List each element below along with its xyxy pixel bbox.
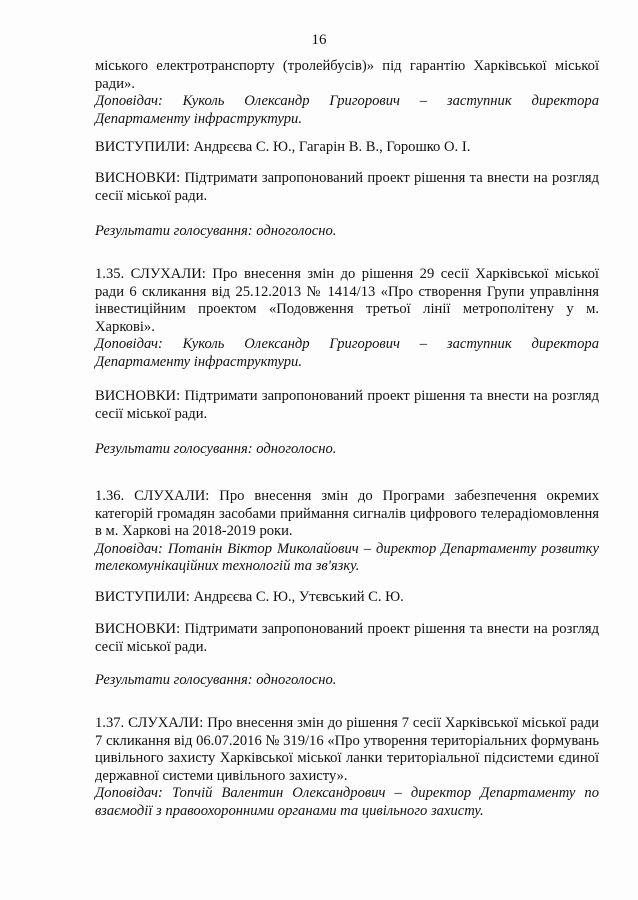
item-1-36-speakers <box>95 589 599 607</box>
vote-label: Результати голосування: <box>95 672 253 688</box>
intro-vote <box>95 223 599 241</box>
reporter-label: Доповідач: <box>95 540 163 557</box>
conclusions-label: ВИСНОВКИ: <box>95 621 181 637</box>
intro-reporter <box>95 93 599 128</box>
heard-text: Про внесення змін до рішення 7 сесії Харківської міської ради 7 скликання від 06.07.2016 № 319/16 «Про утворення територіальних формувань цивільного захисту Харківської міської ланки територіальної підсистеми єдиної державної системи цивільного захисту». <box>95 715 599 784</box>
item-1-36-conclusions <box>95 621 599 656</box>
reporter-name: Куколь Олександр Григорович – заступник директора Департаменту інфраструктури. <box>95 93 599 127</box>
reporter-name: Потанін Віктор Миколайович – директор Департаменту розвитку телекомунікаційних технологій та зв'язку. <box>95 540 599 574</box>
vote-result: одноголосно. <box>256 672 337 688</box>
speakers-label: ВИСТУПИЛИ: <box>95 589 190 605</box>
vote-label: Результати голосування: <box>95 223 253 239</box>
reporter-label: Доповідач: <box>95 336 163 352</box>
item-1-35-conclusions <box>95 388 599 423</box>
heard-text: Про внесення змін до рішення 29 сесії Харківської міської ради 6 скликання від 25.12.2013 № 1414/13 «Про створення Групи управління інвестиційним проектом «Подовження третьої лінії метрополітену у м. Харкові». <box>95 266 599 335</box>
reporter-name: Топчій Валентин Олександрович – директор Департаменту по взаємодії з правоохоронними органами та цивільного захисту. <box>95 785 599 819</box>
heard-label: СЛУХАЛИ: <box>134 488 210 504</box>
conclusions-text: Підтримати запропонований проект рішення та внести на розгляд сесії міської ради. <box>95 388 599 422</box>
reporter-label: Доповідач: <box>95 93 163 109</box>
vote-result: одноголосно. <box>256 223 337 239</box>
reporter-name: Куколь Олександр Григорович – заступник директора Департаменту інфраструктури. <box>95 336 599 370</box>
conclusions-text: Підтримати запропонований проект рішення та внести на розгляд сесії міської ради. <box>95 621 599 655</box>
intro-speakers <box>95 139 599 157</box>
conclusions-label: ВИСНОВКИ: <box>95 388 181 404</box>
page-number: 16 <box>311 32 327 48</box>
vote-result: одноголосно. <box>256 441 337 457</box>
item-1-36-vote <box>95 672 599 690</box>
intro-text: міського електротранспорту (тролейбусів)» під гарантію Харківської міської ради». <box>95 58 599 92</box>
speakers-list: Андрєєва С. Ю., Гагарін В. В., Горошко О. І. <box>193 139 471 155</box>
heard-label: СЛУХАЛИ: <box>128 715 204 731</box>
intro-block <box>95 58 599 128</box>
speakers-label: ВИСТУПИЛИ: <box>95 139 190 155</box>
speakers-list: Андрєєва С. Ю., Утєвський С. Ю. <box>193 589 404 605</box>
item-1-36 <box>95 488 599 576</box>
item-1-35-vote <box>95 441 599 459</box>
item-1-37 <box>95 715 599 820</box>
conclusions-text: Підтримати запропонований проект рішення та внести на розгляд сесії міської ради. <box>95 170 599 204</box>
vote-label: Результати голосування: <box>95 441 253 457</box>
item-number: 1.36. <box>95 488 125 504</box>
item-number: 1.37. <box>95 715 125 731</box>
reporter-label: Доповідач: <box>95 785 163 801</box>
heard-text: Про внесення змін до Програми забезпечення окремих категорій громадян засобами приймання сигналів цифрового телерадіомовлення в м. Харкові на 2018-2019 роки. <box>95 488 599 539</box>
item-number: 1.35. <box>95 266 125 282</box>
heard-label: СЛУХАЛИ: <box>130 266 206 282</box>
conclusions-label: ВИСНОВКИ: <box>95 170 181 186</box>
item-1-35 <box>95 266 599 371</box>
intro-conclusions <box>95 170 599 205</box>
